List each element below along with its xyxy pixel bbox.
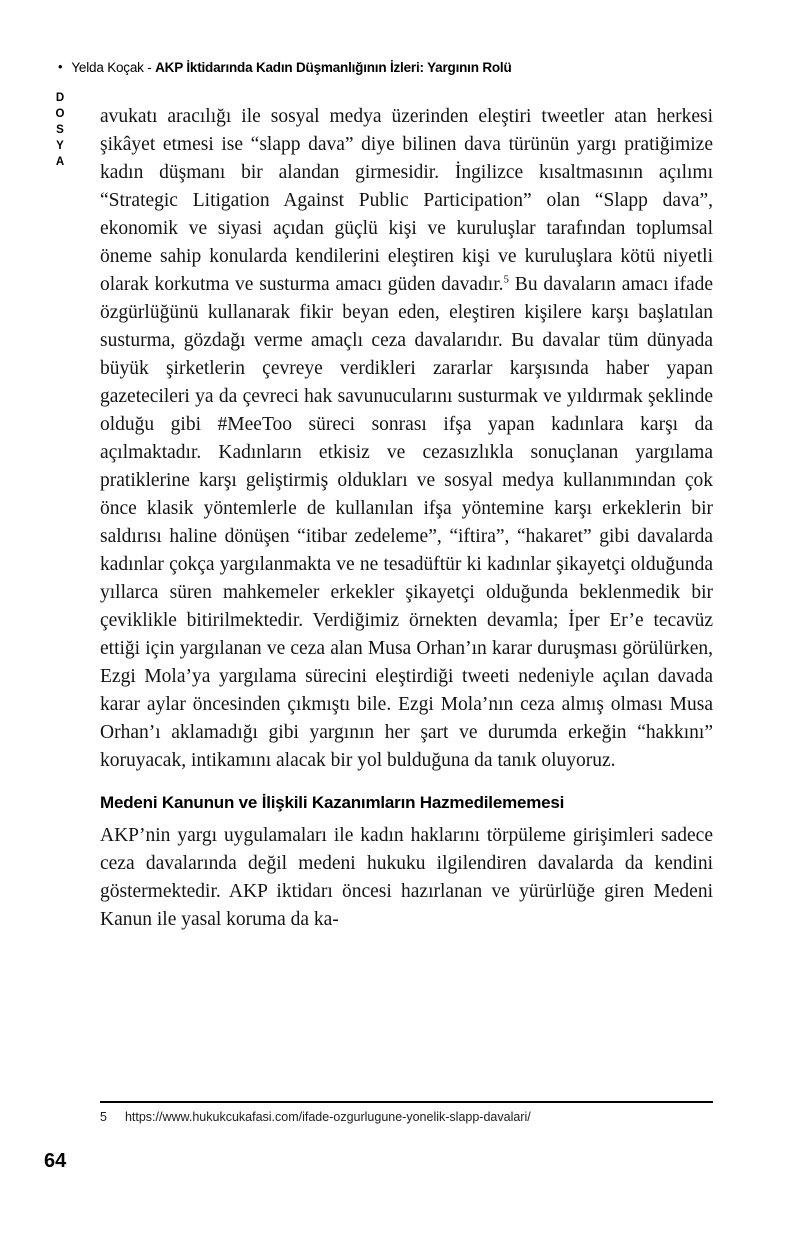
footnote-block [100,1101,713,1124]
paragraph-2: AKP’nin yargı uygulamaları ile kadın haklarını törpüleme girişimleri sadece ceza davalarında değil medeni hukuku ilgilendiren davalarda da kendini göstermektedir. AKP iktidarı öncesi hazırlanan ve yürürlüğe giren Medeni Kanun ile yasal koruma da ka- [100,825,713,930]
section-heading: Medeni Kanunun ve İlişkili Kazanımların Hazmedilememesi [100,793,565,812]
bullet-icon: • [58,59,63,74]
body-text-column [100,103,713,934]
footnote [100,1110,713,1124]
footnote-number: 5 [100,1110,107,1124]
paragraph-1 [100,103,713,775]
section-label-dosya: DOSYA [54,92,66,172]
header-title: AKP İktidarında Kadın Düşmanlığının İzleri: Yargının Rolü [155,60,512,75]
paragraph-1-text-after: Bu davaların amacı ifade özgürlüğünü kullanarak fikir beyan eden, eleştiren kişilere karşı başlatılan susturma, gözdağı verme amaçlı ceza davalarıdır. Bu davalar tüm dünyada büyük şirketlerin çevreye verdikleri zararlar karşısında haber yapan gazetecileri ya da çevreci hak savunucularını susturmak ve yıldırmak şeklinde olduğu gibi #MeeToo süreci sonrası ifşa yapan kadınlara karşı da açılmaktadır. Kadınların etkisiz ve cezasızlıkla sonuçlanan yargılama pratiklerine karşı geliştirmiş oldukları ve sosyal medya kullanımından çok önce klasik yöntemlerle de kullanılan ifşa yöntemine karşı erkeklerin bir saldırısı haline dönüşen “itibar zedeleme”, “iftira”, “hakaret” gibi davalarda kadınlar çokça yargılanmakta ve ne tesadüftür ki kadınlar şikayetçi olduğunda yıllarca süren mahkemeler erkekler şikayetçi olduğunda beklenmedik bir çeviklikle bitirilmektedir. Verdiğimiz örnekten devamla; İper Er’e tecavüz ettiği için yargılanan ve ceza alan Musa Orhan’ın karar duruşması görülürken, Ezgi Mola’ya yargılama sürecini eleştirdiği tweeti nedeniyle açılan davada karar aylar öncesinden çıkmıştı bile. Ezgi Mola’nın ceza almış olması Musa Orhan’ı aklamadığı gibi yargının her şart ve durumda erkeğin “hakkını” koruyacak, intikamını alacak bir yol bulduğuna da tanık oluyoruz. [100,274,714,771]
paragraph-1-text-before: avukatı aracılığı ile sosyal medya üzerinden eleştiri tweetler atan herkesi şikâyet etmesi ise “slapp dava” diye bilinen dava türünün yargı pratiğimize kadın düşmanı bir alandan girmesidir. İngilizce kısaltmasının açılımı “Strategic Litigation Against Public Participation” olan “Slapp dava”, ekonomik ve siyasi açıdan güçlü kişi ve kuruluşlar tarafından toplumsal öneme sahip konularda kendilerini eleştiren kişi ve kuruluşlara kötü niyetli olarak korkutma ve susturma amacı güden davadır. [100,106,713,295]
header-author: Yelda Koçak - [71,60,156,75]
footnote-divider [100,1101,713,1103]
footnote-url: https://www.hukukcukafasi.com/ifade-ozgurlugune-yonelik-slapp-davalari/ [124,1110,531,1124]
running-header [58,60,758,75]
footnote-reference: 5 [503,273,510,286]
page-number: 64 [44,1150,67,1172]
